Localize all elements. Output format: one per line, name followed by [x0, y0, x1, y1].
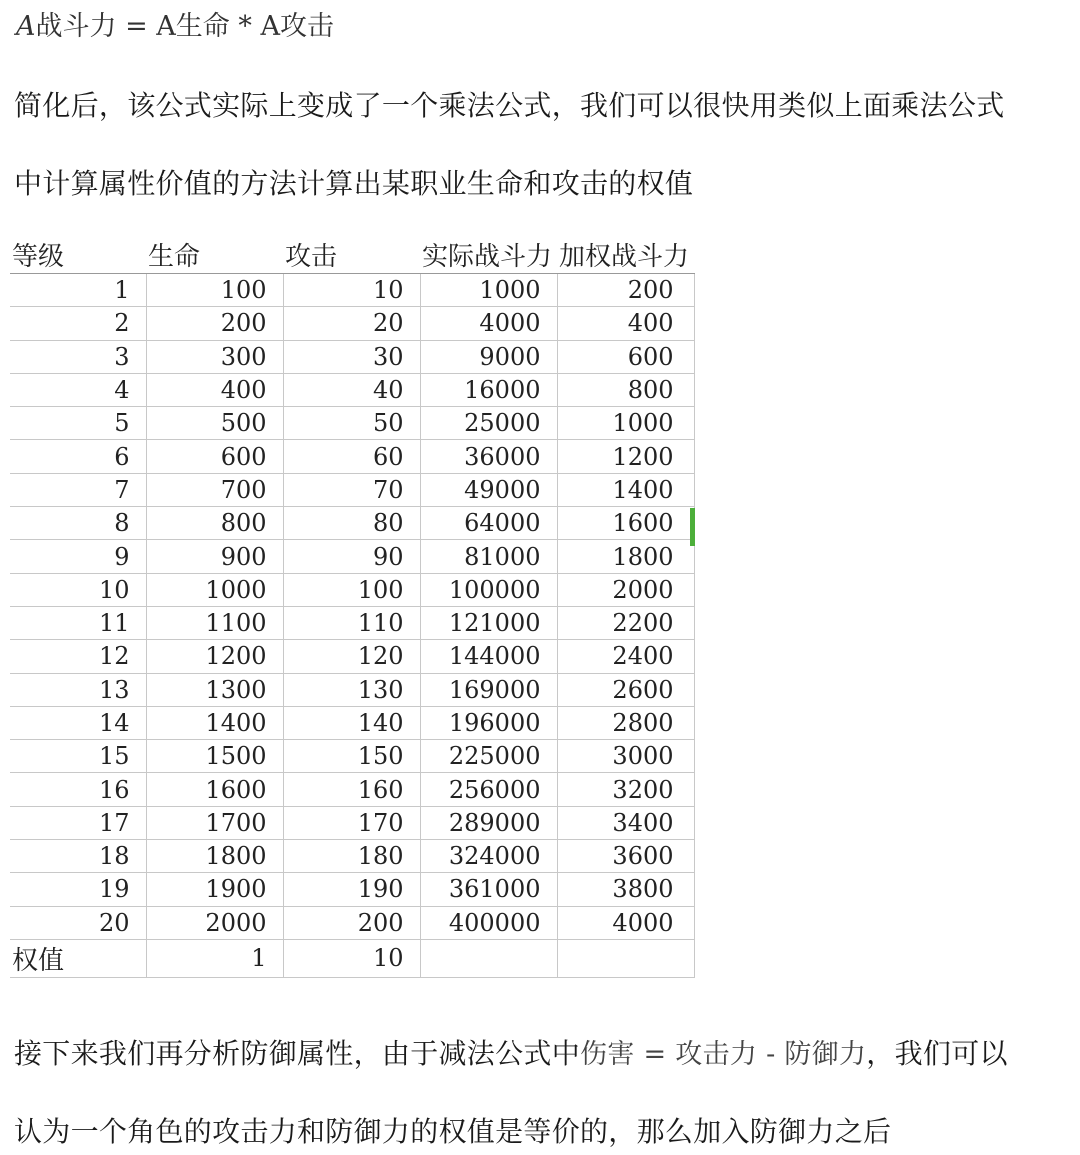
table-cell: 9000	[420, 340, 557, 373]
table-cell: 12	[10, 640, 146, 673]
table-cell: 100000	[420, 573, 557, 606]
table-row	[10, 473, 694, 506]
table-cell: 20	[283, 307, 420, 340]
table-cell: 1600	[557, 507, 694, 540]
formula-var: A	[16, 11, 36, 42]
table-cell: 2600	[557, 673, 694, 706]
table-cell: 190	[283, 873, 420, 906]
table-cell: 600	[146, 440, 283, 473]
table-cell: 90	[283, 540, 420, 573]
table-cell: 900	[146, 540, 283, 573]
table-cell: 160	[283, 773, 420, 806]
paragraph-2: 中计算属性价值的方法计算出某职业生命和攻击的权值	[14, 167, 694, 200]
header-cell: 加权战斗力	[557, 236, 694, 274]
table-cell: 2200	[557, 606, 694, 639]
table-cell: 1500	[146, 740, 283, 773]
table-cell: 1800	[557, 540, 694, 573]
table-cell: 196000	[420, 706, 557, 739]
table-cell: 1000	[420, 274, 557, 307]
table-cell: 1000	[146, 573, 283, 606]
table-row	[10, 373, 694, 406]
table-cell: 1200	[146, 640, 283, 673]
table-cell: 1000	[557, 407, 694, 440]
table-cell: 2800	[557, 706, 694, 739]
table-cell: 500	[146, 407, 283, 440]
formula-expression: 战斗力 = A生命 * A攻击	[35, 11, 334, 42]
table-cell: 4000	[557, 906, 694, 939]
header-cell: 实际战斗力	[420, 236, 557, 274]
table-cell: 110	[283, 606, 420, 639]
table-cell: 200	[283, 906, 420, 939]
table-cell: 16	[10, 773, 146, 806]
table-cell	[557, 939, 694, 977]
table-cell	[420, 939, 557, 977]
table-cell: 16000	[420, 373, 557, 406]
table-cell: 3000	[557, 740, 694, 773]
table-cell: 1700	[146, 806, 283, 839]
table-cell: 1400	[146, 706, 283, 739]
table-cell: 3200	[557, 773, 694, 806]
table-row	[10, 840, 694, 873]
table-cell: 100	[146, 274, 283, 307]
table-cell: 2400	[557, 640, 694, 673]
table-cell: 120	[283, 640, 420, 673]
table-cell: 140	[283, 706, 420, 739]
table-cell: 600	[557, 340, 694, 373]
table-cell: 18	[10, 840, 146, 873]
header-cell: 生命	[146, 236, 283, 274]
table-row	[10, 340, 694, 373]
table-cell: 400	[146, 373, 283, 406]
cell-selection-marker	[690, 508, 695, 546]
table-cell: 361000	[420, 873, 557, 906]
table-cell: 81000	[420, 540, 557, 573]
table-cell: 144000	[420, 640, 557, 673]
table-row	[10, 440, 694, 473]
table-cell: 9	[10, 540, 146, 573]
table-header-row	[10, 236, 694, 274]
table-cell: 1400	[557, 473, 694, 506]
table-cell: 11	[10, 606, 146, 639]
table-cell: 1100	[146, 606, 283, 639]
table-cell: 20	[10, 906, 146, 939]
paragraph-3-lead: 接下来我们再分析防御属性，由于减法公式中	[14, 1037, 581, 1070]
table-cell: 36000	[420, 440, 557, 473]
table-cell: 25000	[420, 407, 557, 440]
table-cell: 169000	[420, 673, 557, 706]
paragraph-1: 简化后，该公式实际上变成了一个乘法公式，我们可以很快用类似上面乘法公式	[14, 89, 1005, 122]
table-cell: 14	[10, 706, 146, 739]
formula-line	[16, 4, 334, 43]
table-cell: 3400	[557, 806, 694, 839]
table-cell: 1800	[146, 840, 283, 873]
table-cell: 800	[557, 373, 694, 406]
table-row	[10, 307, 694, 340]
table-cell: 3800	[557, 873, 694, 906]
table-footer-row	[10, 939, 694, 977]
table-cell: 100	[283, 573, 420, 606]
table-cell: 121000	[420, 606, 557, 639]
table-cell: 225000	[420, 740, 557, 773]
table-row	[10, 573, 694, 606]
paragraph-3-tail: ，我们可以	[866, 1037, 1008, 1070]
table-cell: 800	[146, 507, 283, 540]
table-cell: 1	[10, 274, 146, 307]
table-cell: 13	[10, 673, 146, 706]
table-cell: 3600	[557, 840, 694, 873]
table-row	[10, 407, 694, 440]
table-cell: 权值	[10, 939, 146, 977]
table-cell: 130	[283, 673, 420, 706]
table-cell: 49000	[420, 473, 557, 506]
table-cell: 64000	[420, 507, 557, 540]
table-cell: 400000	[420, 906, 557, 939]
table-cell: 40	[283, 373, 420, 406]
table-cell: 2000	[557, 573, 694, 606]
table-cell: 324000	[420, 840, 557, 873]
table-row	[10, 640, 694, 673]
table-cell: 8	[10, 507, 146, 540]
table-cell: 1300	[146, 673, 283, 706]
table-row	[10, 274, 694, 307]
table-cell: 17	[10, 806, 146, 839]
table-cell: 60	[283, 440, 420, 473]
table-cell: 180	[283, 840, 420, 873]
table-cell: 4	[10, 373, 146, 406]
table-cell: 170	[283, 806, 420, 839]
table-cell: 256000	[420, 773, 557, 806]
header-cell: 等级	[10, 236, 146, 274]
table-cell: 15	[10, 740, 146, 773]
table-cell: 7	[10, 473, 146, 506]
table-cell: 10	[283, 939, 420, 977]
table-cell: 80	[283, 507, 420, 540]
paragraph-3	[14, 1032, 1008, 1072]
table-cell: 150	[283, 740, 420, 773]
table-cell: 5	[10, 407, 146, 440]
table-cell: 2000	[146, 906, 283, 939]
table-cell: 400	[557, 307, 694, 340]
header-cell: 攻击	[283, 236, 420, 274]
table-cell: 700	[146, 473, 283, 506]
table-cell: 50	[283, 407, 420, 440]
table-cell: 200	[557, 274, 694, 307]
table-cell: 1200	[557, 440, 694, 473]
table-cell: 30	[283, 340, 420, 373]
table-cell: 1900	[146, 873, 283, 906]
table-cell: 70	[283, 473, 420, 506]
table-cell: 289000	[420, 806, 557, 839]
paragraph-4: 认为一个角色的攻击力和防御力的权值是等价的，那么加入防御力之后	[14, 1115, 892, 1148]
table-cell: 10	[10, 573, 146, 606]
table-row	[10, 673, 694, 706]
table-cell: 2	[10, 307, 146, 340]
table-row	[10, 740, 694, 773]
table-cell: 6	[10, 440, 146, 473]
table-cell: 1	[146, 939, 283, 977]
table-cell: 10	[283, 274, 420, 307]
table-row	[10, 507, 694, 540]
table-cell: 19	[10, 873, 146, 906]
table-cell: 300	[146, 340, 283, 373]
table-cell: 4000	[420, 307, 557, 340]
table-cell: 3	[10, 340, 146, 373]
table-row	[10, 806, 694, 839]
table-cell: 200	[146, 307, 283, 340]
table-row	[10, 606, 694, 639]
damage-formula: 伤害 = 攻击力 - 防御力	[580, 1039, 867, 1070]
table-row	[10, 906, 694, 939]
table-row	[10, 540, 694, 573]
table-row	[10, 706, 694, 739]
table-row	[10, 873, 694, 906]
data-table	[10, 236, 695, 978]
table-row	[10, 773, 694, 806]
table-cell: 1600	[146, 773, 283, 806]
